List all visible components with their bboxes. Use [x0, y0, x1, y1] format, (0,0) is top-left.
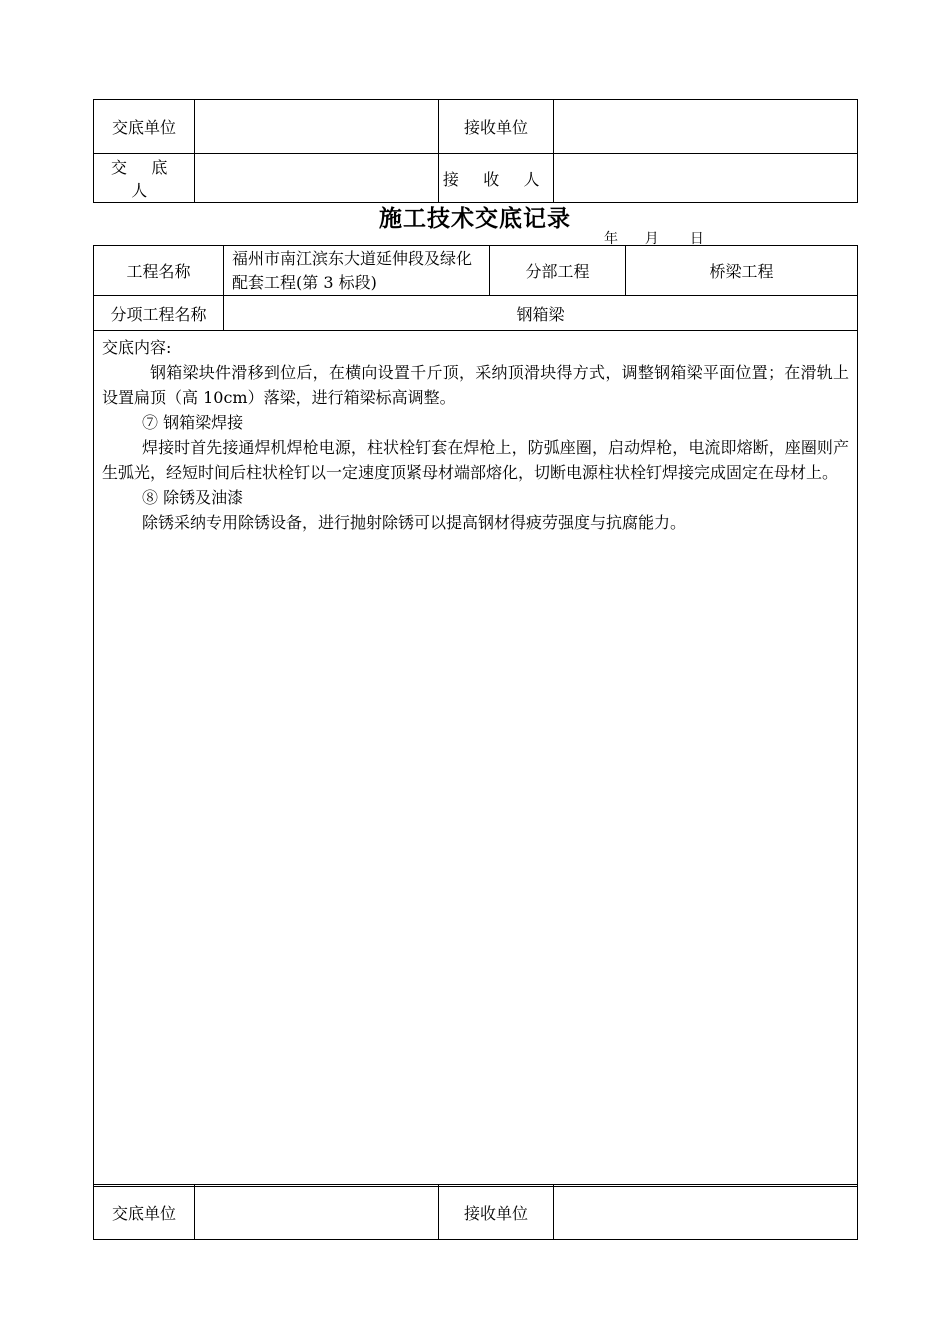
page-title: 施工技术交底记录	[379, 205, 571, 232]
footer-receive-unit-label: 接收单位	[439, 1185, 554, 1240]
division-label: 分部工程	[490, 246, 626, 296]
footer-receive-unit-field[interactable]	[554, 1185, 858, 1240]
paragraph-lowering: 钢箱梁块件滑移到位后，在横向设置千斤顶，采纳顶滑块得方式，调整钢箱梁平面位置；在滑轨上设置扁顶（高 10cm）落梁，进行箱梁标高调整。	[102, 363, 849, 407]
paragraph-rust: 除锈采纳专用除锈设备，进行抛射除锈可以提高钢材得疲劳强度与抗腐能力。	[142, 513, 687, 532]
top-signature-table	[93, 99, 858, 203]
subitem-value: 钢箱梁	[224, 296, 858, 331]
footer-handover-unit-field[interactable]	[195, 1185, 439, 1240]
content-cell	[94, 331, 858, 1187]
content-heading: 交底内容:	[102, 338, 172, 357]
division-value: 桥梁工程	[626, 246, 858, 296]
month-label: 月	[644, 231, 659, 247]
receive-unit-label: 接收单位	[439, 100, 554, 154]
receive-person-label	[439, 154, 554, 203]
year-label: 年	[604, 231, 618, 247]
handover-unit-label: 交底单位	[94, 100, 195, 154]
paragraph-welding: 焊接时首先接通焊机焊枪电源，柱状栓钉套在焊枪上，防弧座圈，启动焊枪，电流即熔断，座圈则产生弧光，经短时间后柱状栓钉以一定速度顶紧母材端部熔化，切断电源柱状栓钉焊接完成固定在母材上。	[102, 438, 849, 482]
section-rust-title: ⑧ 除锈及油漆	[142, 488, 244, 507]
handover-unit-field[interactable]	[195, 100, 439, 154]
project-name-label: 工程名称	[94, 246, 224, 296]
disclosure-record-table	[93, 245, 858, 1187]
handover-person-field[interactable]	[195, 154, 439, 203]
section-welding-title: ⑦ 钢箱梁焊接	[142, 413, 244, 432]
handover-person-text: 交 底 人	[111, 158, 177, 200]
project-name-value: 福州市南江滨东大道延伸段及绿化配套工程(第 3 标段)	[224, 246, 490, 296]
handover-person-label	[94, 154, 195, 203]
receive-person-field[interactable]	[554, 154, 858, 203]
subitem-label: 分项工程名称	[94, 296, 224, 331]
receive-person-text: 接 收 人	[442, 169, 550, 189]
bottom-signature-table	[93, 1184, 858, 1240]
day-label: 日	[689, 231, 704, 247]
receive-unit-field[interactable]	[554, 100, 858, 154]
footer-handover-unit-label: 交底单位	[94, 1185, 195, 1240]
